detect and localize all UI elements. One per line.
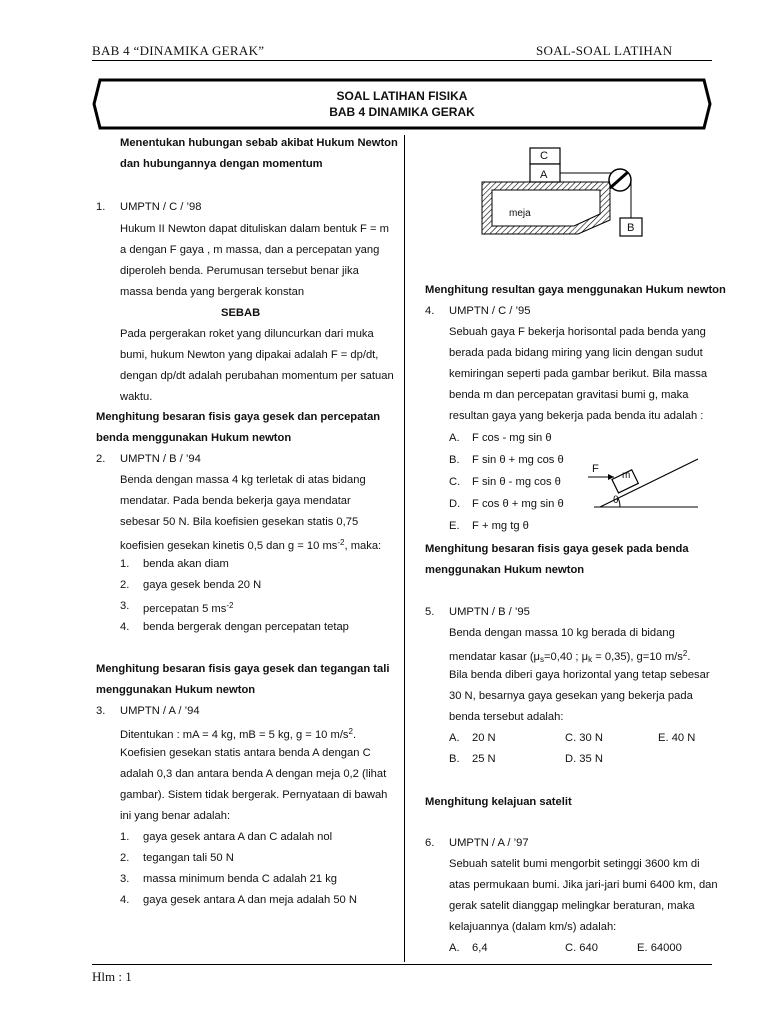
- q3-given: Ditentukan : mA = 4 kg, mB = 5 kg, g = 10 $m/s^2$.: [120, 727, 357, 741]
- q2-number: 2.: [96, 453, 106, 465]
- q2-option: benda bergerak dengan percepatan tetap: [143, 621, 349, 633]
- q2-option-num: 4.: [120, 621, 130, 633]
- q4-number: 4.: [425, 305, 435, 317]
- header-rule: [92, 60, 712, 61]
- title-box: [92, 78, 712, 130]
- q6-option: 6,4: [472, 942, 488, 954]
- q5-line: benda tersebut adalah:: [449, 711, 564, 723]
- q4-option: F cos - mg sin θ: [472, 432, 552, 444]
- q6-line: kelajuannya (dalam km/s) adalah:: [449, 921, 617, 933]
- q5-number: 5.: [425, 606, 435, 618]
- q5-line-2: mendatar kasar ($\mu_s=0,40$ ; $\mu_k = 0,35$), g=10 $m/s^2$.: [449, 649, 691, 664]
- q1-line: a dengan F gaya , m massa, dan a percepatan yang: [120, 244, 380, 256]
- footer-rule: [92, 964, 712, 965]
- q2-code: UMPTN / B / ’94: [120, 453, 201, 465]
- q5-option-num: B.: [449, 753, 460, 765]
- figure1-label-meja: meja: [509, 208, 531, 219]
- q1-line2: dengan dp/dt adalah perubahan momentum per satuan: [120, 370, 394, 382]
- figure2-label-theta: θ: [613, 495, 619, 506]
- header-section: SOAL-SOAL LATIHAN: [536, 43, 673, 58]
- q3-option: gaya gesek antara A dan C adalah nol: [143, 831, 333, 843]
- q1-number: 1.: [96, 201, 106, 213]
- q2-line: Benda dengan massa 4 kg terletak di atas bidang: [120, 474, 366, 486]
- q5-option-num: A.: [449, 732, 460, 744]
- q4-option: F sin θ - mg cos θ: [472, 476, 561, 488]
- q3-option-num: 4.: [120, 894, 130, 906]
- figure2-label-m: m: [622, 470, 631, 481]
- q2-option: percepatan 5 $ms^{-2}$: [143, 601, 234, 615]
- q5-option: 25 N: [472, 753, 496, 765]
- q6-option-num: A.: [449, 942, 460, 954]
- header-chapter: BAB 4 “DINAMIKA GERAK”: [92, 43, 265, 58]
- q2-line: mendatar. Pada benda bekerja gaya mendatar: [120, 495, 351, 507]
- sec2-line-2: benda menggunakan Hukum newton: [96, 432, 292, 444]
- q4-option-num: C.: [449, 476, 461, 488]
- q5-line: 30 N, besarnya gaya gesekan yang bekerja pada: [449, 690, 693, 702]
- q4-line: resultan gaya yang bekerja pada benda itu adalah :: [449, 410, 704, 422]
- q5-option: D. 35 N: [565, 753, 603, 765]
- inclined-plane-figure: [586, 455, 706, 515]
- q1-line2: waktu.: [120, 391, 153, 403]
- intro-line-2: dan hubungannya dengan momentum: [120, 158, 323, 170]
- q3-option: gaya gesek antara A dan meja adalah 50 N: [143, 894, 357, 906]
- q5-line: Bila benda diberi gaya horizontal yang tetap sebesar: [449, 669, 710, 681]
- page-number: Hlm : 1: [92, 969, 132, 984]
- title-frame: [92, 78, 712, 130]
- q4-option-num: E.: [449, 520, 460, 532]
- q3-line: gambar). Sistem tidak bergerak. Pernyataan di bawah: [120, 789, 388, 801]
- figure1-label-c: C: [540, 150, 549, 162]
- sec6-heading: Menghitung kelajuan satelit: [425, 796, 572, 808]
- sec4-heading: Menghitung resultan gaya menggunakan Hukum newton: [425, 284, 726, 296]
- q4-option-num: D.: [449, 498, 461, 510]
- q5-option: C. 30 N: [565, 732, 603, 744]
- q1-line2: bumi, hukum Newton yang dipakai adalah F = dp/dt,: [120, 349, 379, 361]
- q3-line: adalah 0,3 dan antara benda A dengan meja 0,2 (lihat: [120, 768, 387, 780]
- q3-line: ini yang benar adalah:: [120, 810, 231, 822]
- q4-option: F cos θ + mg sin θ: [472, 498, 564, 510]
- q6-line: gerak satelit dianggap melingkar beraturan, maka: [449, 900, 695, 912]
- sec5-line-2: menggunakan Hukum newton: [425, 564, 585, 576]
- column-divider: [404, 135, 405, 962]
- q6-option: C. 640: [565, 942, 598, 954]
- q3-line: Koefisien gesekan statis antara benda A dengan C: [120, 747, 371, 759]
- q3-option-num: 3.: [120, 873, 130, 885]
- q4-option-num: A.: [449, 432, 460, 444]
- q2-option-num: 1.: [120, 558, 130, 570]
- q2-line-4: koefisien gesekan kinetis 0,5 dan g = 10 $ms^{-2}$, maka:: [120, 538, 382, 552]
- q1-line: massa benda yang bergerak konstan: [120, 286, 305, 298]
- q6-line: Sebuah satelit bumi mengorbit setinggi 3600 km di: [449, 858, 700, 870]
- q5-option: E. 40 N: [658, 732, 696, 744]
- q3-number: 3.: [96, 705, 106, 717]
- title-line-1: SOAL LATIHAN FISIKA: [336, 89, 468, 103]
- title-line-2: BAB 4 DINAMIKA GERAK: [329, 105, 475, 119]
- q6-code: UMPTN / A / ’97: [449, 837, 529, 849]
- q3-option: massa minimum benda C adalah 21 kg: [143, 873, 338, 885]
- q5-line-1: Benda dengan massa 10 kg berada di bidang: [449, 627, 675, 639]
- intro-line-1: Menentukan hubungan sebab akibat Hukum Newton: [120, 137, 398, 149]
- figure1-label-a: A: [540, 169, 548, 181]
- q1-code: UMPTN / C / ’98: [120, 201, 202, 213]
- q5-option: 20 N: [472, 732, 496, 744]
- sec3-line-2: menggunakan Hukum newton: [96, 684, 256, 696]
- q4-option: F + mg tg θ: [472, 520, 529, 532]
- q6-option: E. 64000: [637, 942, 682, 954]
- sec3-line-1: Menghitung besaran fisis gaya gesek dan tegangan tali: [96, 663, 390, 675]
- q1-line: diperoleh benda. Perumusan tersebut benar jika: [120, 265, 359, 277]
- q1-line: Hukum II Newton dapat dituliskan dalam bentuk F = m: [120, 223, 389, 235]
- q4-option: F sin θ + mg cos θ: [472, 454, 564, 466]
- q4-option-num: B.: [449, 454, 460, 466]
- q4-line: benda m dan percepatan gravitasi bumi g, maka: [449, 389, 689, 401]
- q2-line: sebesar 50 N. Bila koefisien gesekan statis 0,75: [120, 516, 359, 528]
- q6-number: 6.: [425, 837, 435, 849]
- figure1-label-b: B: [627, 222, 635, 234]
- q3-code: UMPTN / A / ’94: [120, 705, 200, 717]
- figure2-label-f: F: [592, 463, 599, 475]
- q4-line: kemiringan seperti pada gambar berikut. Bila massa: [449, 368, 708, 380]
- q3-option: tegangan tali 50 N: [143, 852, 234, 864]
- q1-line2: Pada pergerakan roket yang diluncurkan dari muka: [120, 328, 374, 340]
- q4-line: berada pada bidang miring yang licin dengan sudut: [449, 347, 703, 359]
- q4-code: UMPTN / C / ’95: [449, 305, 531, 317]
- q4-line: Sebuah gaya F bekerja horisontal pada benda yang: [449, 326, 706, 338]
- q6-line: atas permukaan bumi. Jika jari-jari bumi 6400 km, dan: [449, 879, 718, 891]
- q3-option-num: 1.: [120, 831, 130, 843]
- q2-option: gaya gesek benda 20 N: [143, 579, 262, 591]
- sec5-line-1: Menghitung besaran fisis gaya gesek pada benda: [425, 543, 689, 555]
- q2-option-num: 2.: [120, 579, 130, 591]
- q2-option: benda akan diam: [143, 558, 229, 570]
- q2-option-num: 3.: [120, 600, 130, 612]
- q3-option-num: 2.: [120, 852, 130, 864]
- q1-sebab: SEBAB: [221, 307, 261, 319]
- sec2-line-1: Menghitung besaran fisis gaya gesek dan percepatan: [96, 411, 381, 423]
- q5-code: UMPTN / B / ’95: [449, 606, 530, 618]
